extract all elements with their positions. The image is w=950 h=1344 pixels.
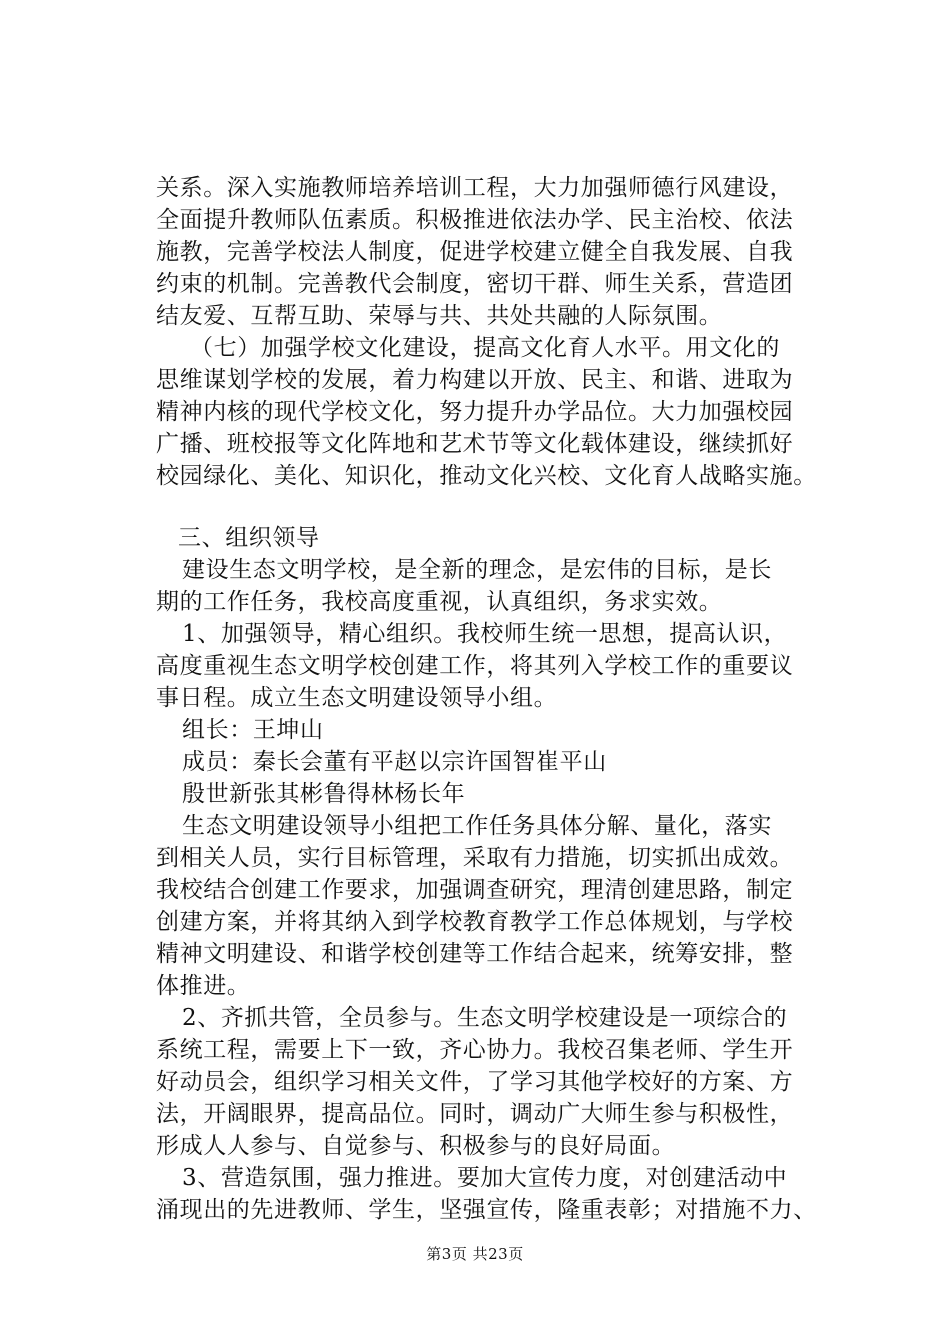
paragraph-line: 好动员会，组织学习相关文件，了学习其他学校好的方案、方 xyxy=(156,1069,794,1095)
paragraph-line: 创建方案，并将其纳入到学校教育教学工作总体规划，与学校 xyxy=(156,909,794,935)
paragraph-line: 涌现出的先进教师、学生，坚强宣传，隆重表彰；对措施不力、 xyxy=(156,1197,817,1223)
paragraph-line: 生态文明建设领导小组把工作任务具体分解、量化，落实 xyxy=(182,813,772,839)
members-line: 成员：秦长会董有平赵以宗许国智崔平山 xyxy=(182,749,607,775)
paragraph-line: 高度重视生态文明学校创建工作，将其列入学校工作的重要议 xyxy=(156,653,794,679)
leader-line: 组长：王坤山 xyxy=(182,717,324,743)
paragraph-line: 2、齐抓共管，全员参与。生态文明学校建设是一项综合的 xyxy=(182,1005,788,1031)
paragraph-line: 法，开阔眼界，提高品位。同时，调动广大师生参与积极性， xyxy=(156,1101,794,1127)
paragraph-line: 精神文明建设、和谐学校创建等工作结合起来，统筹安排，整 xyxy=(156,941,794,967)
page-number-footer: 第3页 共23页 xyxy=(426,1245,524,1263)
paragraph-line: 我校结合创建工作要求，加强调查研究，理清创建思路，制定 xyxy=(156,877,794,903)
paragraph-line: 结友爱、互帮互助、荣辱与共、共处共融的人际氛围。 xyxy=(156,303,723,329)
paragraph-line: 约束的机制。完善教代会制度，密切干群、师生关系，营造团 xyxy=(156,271,794,297)
paragraph-line: 1、加强领导，精心组织。我校师生统一思想，提高认识， xyxy=(182,621,788,647)
paragraph-gap xyxy=(156,492,846,522)
paragraph-line: 建设生态文明学校，是全新的理念，是宏伟的目标，是长 xyxy=(182,557,772,583)
paragraph-line: 系统工程，需要上下一致，齐心协力。我校召集老师、学生开 xyxy=(156,1037,794,1063)
paragraph-line: 思维谋划学校的发展，着力构建以开放、民主、和谐、进取为 xyxy=(156,367,794,393)
paragraph-line: 校园绿化、美化、知识化，推动文化兴校、文化育人战略实施。 xyxy=(156,463,817,489)
paragraph-line: 施教，完善学校法人制度，促进学校建立健全自我发展、自我 xyxy=(156,239,794,265)
members-line: 殷世新张其彬鲁得林杨长年 xyxy=(182,781,466,807)
paragraph-line: 精神内核的现代学校文化，努力提升办学品位。大力加强校园 xyxy=(156,399,794,425)
paragraph-line: 全面提升教师队伍素质。积极推进依法办学、民主治校、依法 xyxy=(156,207,794,233)
document-body xyxy=(156,172,846,1226)
paragraph-line: 期的工作任务，我校高度重视，认真组织，务求实效。 xyxy=(156,589,723,615)
paragraph-line: （七）加强学校文化建设，提高文化育人水平。用文化的 xyxy=(190,335,780,361)
paragraph-line: 体推进。 xyxy=(156,973,251,999)
paragraph-line: 事日程。成立生态文明建设领导小组。 xyxy=(156,685,558,711)
paragraph-line: 形成人人参与、自觉参与、积极参与的良好局面。 xyxy=(156,1133,676,1159)
paragraph-line: 关系。深入实施教师培养培训工程，大力加强师德行风建设， xyxy=(156,175,794,201)
paragraph-line: 到相关人员，实行目标管理，采取有力措施，切实抓出成效。 xyxy=(156,845,794,871)
section-heading: 三、组织领导 xyxy=(178,525,320,551)
paragraph-line: 广播、班校报等文化阵地和艺术节等文化载体建设，继续抓好 xyxy=(156,431,794,457)
paragraph-line: 3、营造氛围，强力推进。要加大宣传力度，对创建活动中 xyxy=(182,1165,788,1191)
